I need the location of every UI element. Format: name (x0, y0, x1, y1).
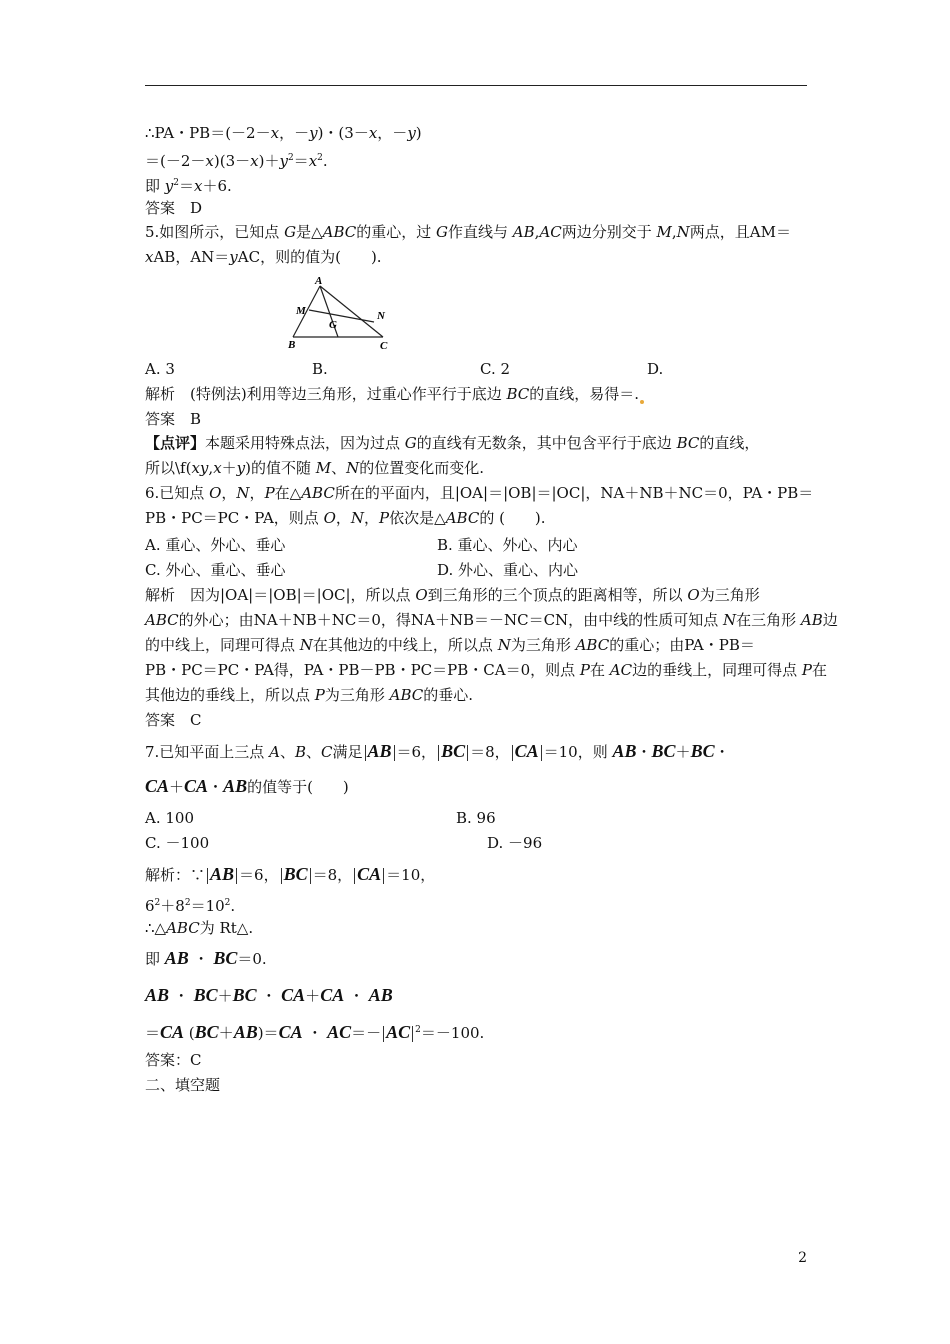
solution-7-line-5: AB ・ BC＋BC ・ CA＋CA ・ AB (145, 985, 393, 1005)
q5-option-b: B. (312, 360, 328, 378)
label-N: N (377, 310, 385, 322)
q5-option-c: C. 2 (480, 360, 511, 378)
header-rule (145, 85, 807, 86)
q5-option-a: A. 3 (145, 360, 175, 378)
question-7: 7.已知平面上三点 A、B、C满足 AB ＝6， BC ＝8， CA ＝10，则 AB・BC＋BC・ (145, 741, 730, 761)
answer-6: 答案 C (145, 711, 202, 729)
solution-7-line-3: ∴△ABC为 Rt△. (145, 919, 254, 937)
solution-6-line-2: ABC的外心；由NA＋NB＋NC＝0，得NA＋NB＝－NC＝CN，由中线的性质可知点 N在三角形 AB边 (145, 611, 838, 629)
label-G: G (329, 319, 337, 331)
line-1: ∴PA・PB＝(－2－x，－y)・(3－x，－y) (145, 124, 422, 142)
label-C: C (380, 340, 388, 352)
solution-6-line-4: PB・PC＝PC・PA得，PA・PB－PB・PC＝PB・CA＝0，则点 P在 AC边的垂线上，同理可得点 P在 (145, 661, 827, 679)
question-7-cont: CA＋CA・AB的值等于( ) (145, 776, 349, 796)
q7-option-c: C. －100 (145, 834, 210, 852)
line-3: 即 $y^2=x+6$. (145, 177, 232, 195)
line-2: $=(-2-x)(3-x)+y^2=x^2$. (145, 152, 328, 170)
solution-7-line-1: 解析：∵ AB ＝6， BC ＝8， CA ＝10， (145, 864, 436, 884)
question-6-cont: PB・PC＝PC・PA，则点 O，N，P依次是△ABC的 ( ). (145, 509, 546, 527)
solution-7-line-6: ＝CA (BC＋AB)＝CA ・ AC＝－ AC $^2$＝－100. (145, 1022, 485, 1042)
q6-option-d: D. 外心、重心、内心 (437, 561, 579, 579)
solution-5: 解析 (特例法)利用等边三角形，过重心作平行于底边 BC的直线，易得＝. (145, 384, 645, 404)
q7-option-a: A. 100 (145, 809, 194, 827)
answer-5: 答案 B (145, 410, 202, 428)
section-heading-fill-in: 二、填空题 (145, 1076, 221, 1094)
solution-6-line-1: 解析 因为|OA|＝|OB|＝|OC|，所以点 O到三角形的三个顶点的距离相等，所以 O为三角形 (145, 586, 760, 604)
q5-option-d: D. (647, 360, 664, 378)
question-6: 6.已知点 O，N，P在△ABC所在的平面内，且|OA|＝|OB|＝|OC|，NA＋NB＋NC＝0，PA・PB＝ (145, 484, 814, 502)
label-A: A (315, 275, 323, 287)
label-B: B (288, 339, 296, 351)
question-5: 5.如图所示，已知点 G是△ABC的重心，过 G作直线与 AB,AC两边分别交于 M,N两点，且AM＝ (145, 223, 791, 241)
q7-option-b: B. 96 (456, 809, 496, 827)
answer-4: 答案 D (145, 199, 203, 217)
solution-6-line-5: 其他边的垂线上，所以点 P为三角形 ABC的垂心. (145, 686, 474, 704)
solution-6-line-3: 的中线上，同理可得点 N在其他边的中线上，所以点 N为三角形 ABC的重心；由PA・PB＝ (145, 636, 755, 654)
q6-option-b: B. 重心、外心、内心 (437, 536, 578, 554)
question-5-cont: xAB，AN＝yAC，则的值为( ). (145, 248, 382, 266)
comment-5-cont: 所以\f(xy,x＋y)的值不随 M、N的位置变化而变化. (145, 459, 485, 477)
solution-7-line-4: 即 AB ・ BC＝0. (145, 948, 267, 968)
q6-option-c: C. 外心、重心、垂心 (145, 561, 286, 579)
q6-option-a: A. 重心、外心、垂心 (145, 536, 286, 554)
triangle-figure (285, 274, 397, 354)
q7-option-d: D. －96 (487, 834, 543, 852)
page-number: 2 (798, 1250, 807, 1266)
label-M: M (296, 305, 306, 317)
answer-7: 答案：C (145, 1051, 202, 1069)
comment-5: 【点评】本题采用特殊点法，因为过点 G的直线有无数条，其中包含平行于底边 BC的直线， (145, 434, 760, 452)
solution-7-line-2: $6^2+8^2=10^2$. (145, 897, 236, 915)
